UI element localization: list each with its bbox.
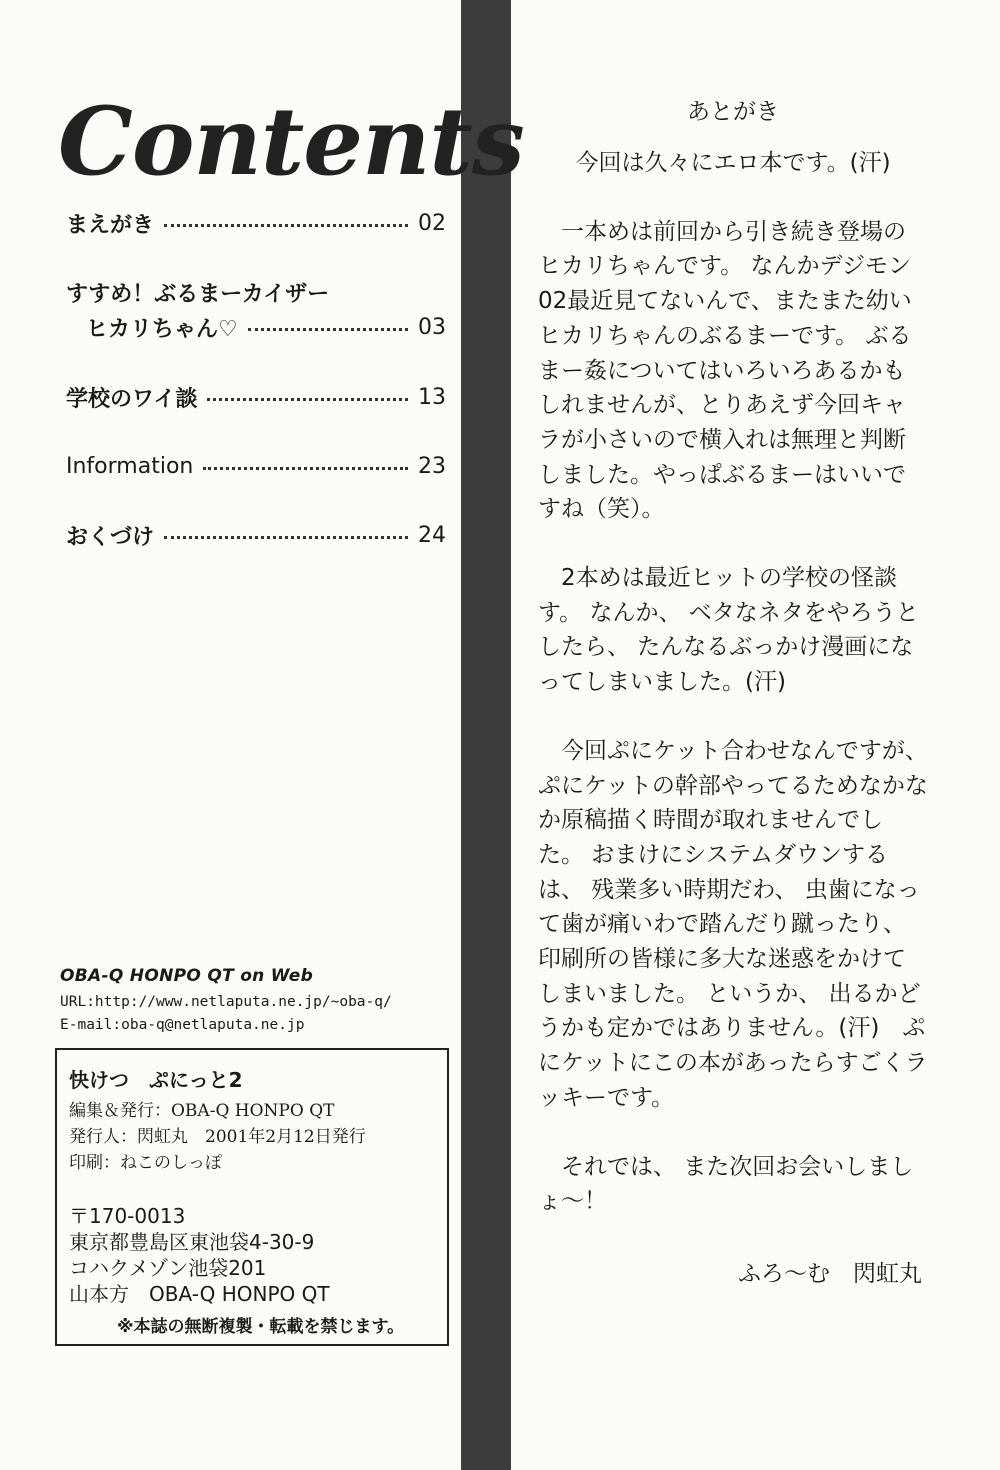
address-line-1: 東京都豊島区東池袋4-30-9 <box>69 1230 315 1254</box>
toc-entry-title: 学校のワイ談 <box>66 386 198 412</box>
toc-leader-dots <box>207 398 408 401</box>
toc-entry-title: ヒカリちゃん♡ <box>86 316 238 342</box>
toc-leader-dots <box>164 224 408 227</box>
toc-entry-page: 24 <box>418 522 446 548</box>
colophon-box <box>55 1048 449 1346</box>
address-line-2: コハクメゾン池袋201 <box>69 1256 267 1280</box>
toc-entry-title-line1: すすめ！ぶるまーカイザー <box>66 282 330 307</box>
toc-entry[interactable] <box>66 443 446 489</box>
address-line-3: 山本方 OBA-Q HONPO QT <box>69 1282 330 1306</box>
afterword-paragraph: 2本めは最近ヒットの学校の怪談す。 なんか、 ベタなネタをやろうとしたら、 たんなるぶっかけ漫画になってしまいました。(汗) <box>538 565 919 696</box>
postal-code: 〒170-0013 <box>69 1204 186 1228</box>
toc-entry-page: 13 <box>418 384 446 410</box>
toc-entry-title: まえがき <box>66 212 155 238</box>
book-title: 快けつ ぷにっと2 <box>69 1068 243 1092</box>
toc-entry-page: 03 <box>418 314 446 340</box>
afterword-title: あとがき <box>687 99 779 125</box>
toc-leader-dots <box>203 467 408 470</box>
afterword-signature: ふろ～む 閃虹丸 <box>738 1260 922 1287</box>
afterword-paragraph: 今回は久々にエロ本です。(汗) <box>575 150 891 176</box>
printer-line: 印刷：ねこのしっぽ <box>69 1153 222 1173</box>
toc-entry-page: 23 <box>418 453 446 479</box>
web-url[interactable]: URL:http://www.netlaputa.ne.jp/~oba-q/ <box>60 994 392 1010</box>
afterword-paragraph: 一本めは前回から引き続き登場のヒカリちゃんです。 なんかデジモン02最近見てないんで、またまた幼いヒカリちゃんのぶるまーです。 ぶるまー姦についてはいろいろあるかもしれませんが、とりあえず今回キャラが小さいので横入れは無理と判断しました。やっぱぶるまーはいいですね（笑）。 <box>538 218 912 523</box>
toc-leader-dots <box>164 536 408 539</box>
web-info-title: OBA-Q HONPO QT on Web <box>60 966 314 986</box>
contents-heading: Contents <box>58 87 524 197</box>
toc-entry[interactable] <box>66 200 446 246</box>
toc-entry[interactable] <box>66 512 446 558</box>
afterword-paragraph: 今回ぷにケット合わせなんですが、 ぷにケットの幹部やってるためなかなか原稿描く時間が取れませんでした。 おまけにシステムダウンするは、 残業多い時期だわ、 虫歯になって歯が痛いわで踏んだり蹴ったり、 印刷所の皆様に多大な迷惑をかけてしまいました。 というか、 出るかどうかも定かではありません。(汗) ぷにケットにこの本があったらすごくラッキーです。 <box>538 737 928 1111</box>
publisher-line: 発行人：閃虹丸 2001年2月12日発行 <box>69 1127 366 1147</box>
afterword <box>538 92 928 1288</box>
afterword-paragraph: それでは、 また次回お会いしましょ～！ <box>538 1153 914 1215</box>
copyright-notice: ※本誌の無断複製・転載を禁じます。 <box>117 1317 405 1337</box>
toc-entry-title: おくづけ <box>66 524 155 550</box>
toc-entry[interactable] <box>66 304 446 350</box>
web-email[interactable]: E-mail:oba-q@netlaputa.ne.jp <box>60 1017 305 1033</box>
toc-entry-title: Information <box>66 453 194 479</box>
toc-entry[interactable] <box>66 374 446 420</box>
editor-line: 編集＆発行：OBA-Q HONPO QT <box>69 1101 335 1121</box>
toc-entry-page: 02 <box>418 210 446 236</box>
toc-leader-dots <box>248 328 408 331</box>
page-gutter-bar <box>461 0 511 1470</box>
